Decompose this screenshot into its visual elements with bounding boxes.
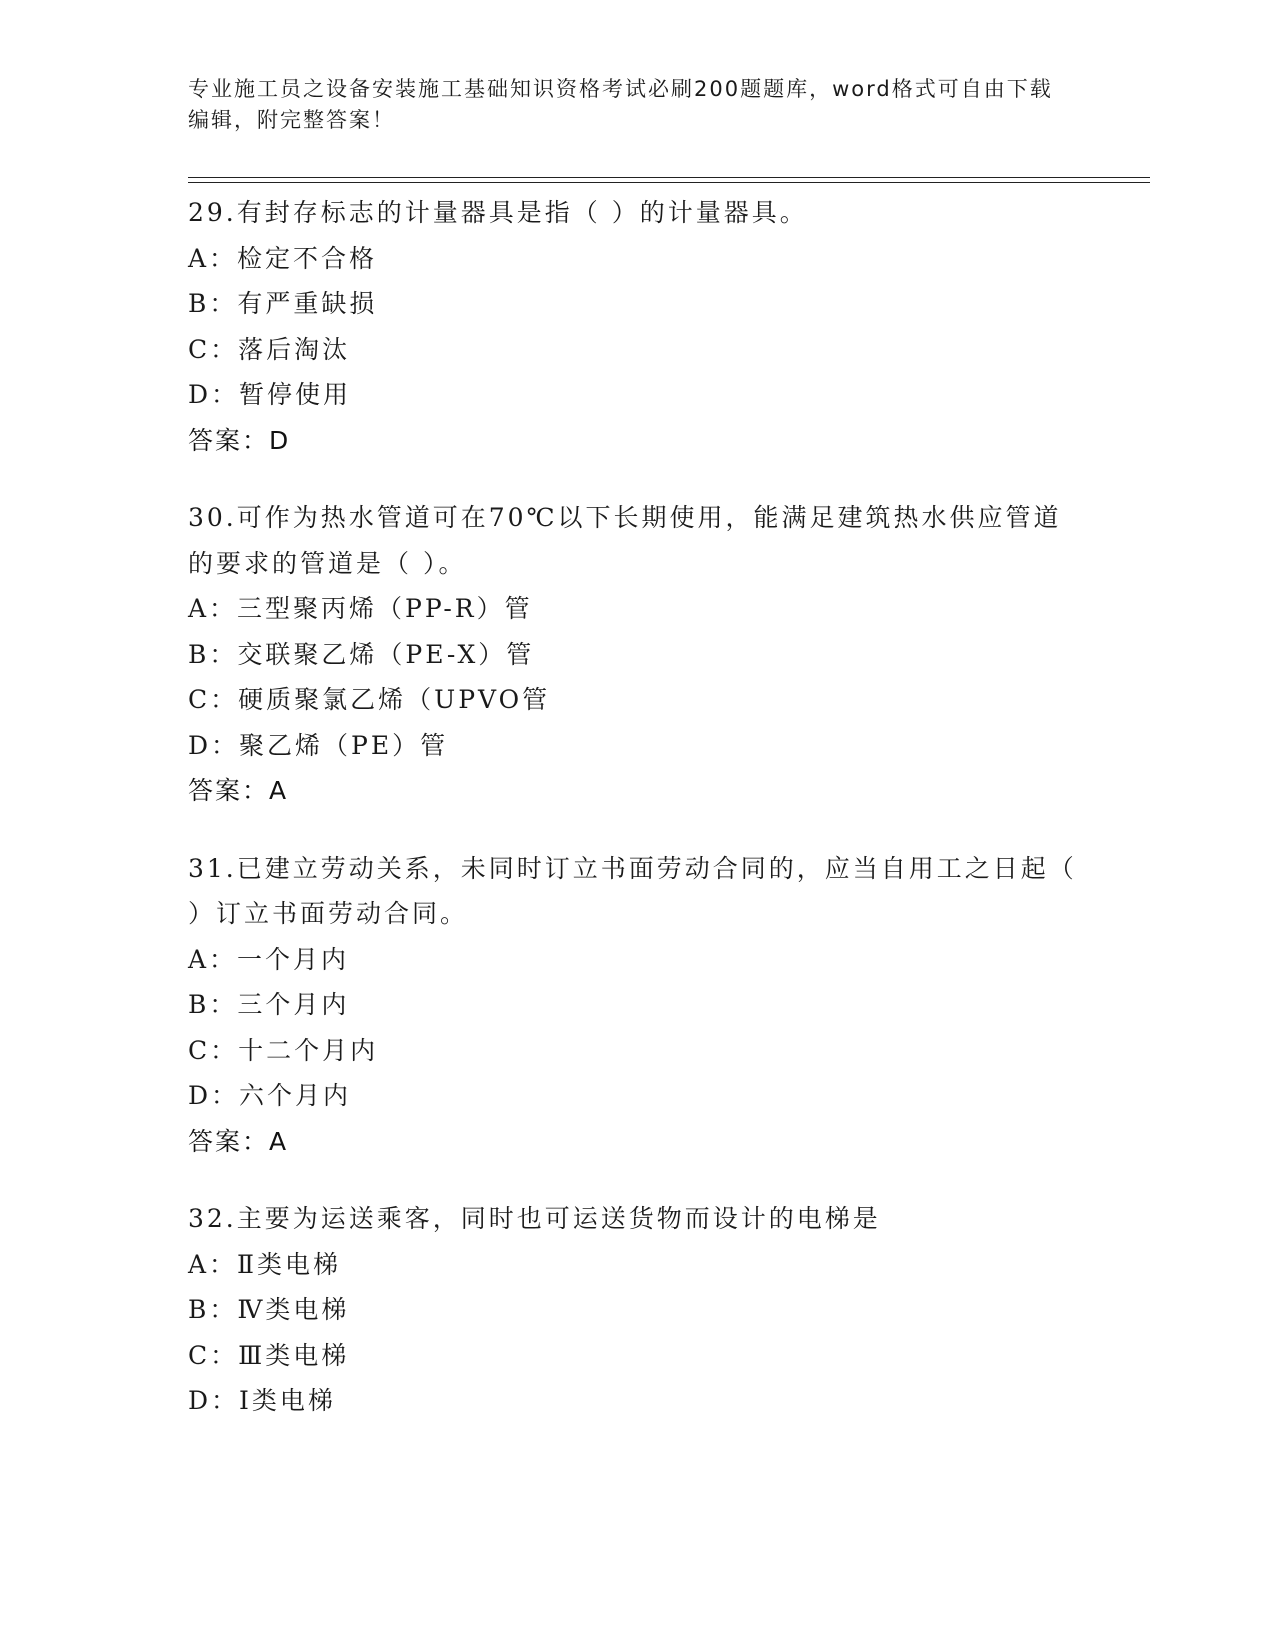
answer-line: 答案：D [188,425,291,455]
question-list [188,190,1088,1456]
question-29 [188,190,1088,463]
option-c: C：Ⅲ类电梯 [188,1340,350,1370]
option-c: C：落后淘汰 [188,334,351,364]
option-a: A：检定不合格 [188,243,378,273]
question-stem: 32.主要为运送乘客，同时也可运送货物而设计的电梯是 [188,1204,881,1233]
question-stem: 29.有封存标志的计量器具是指（ ）的计量器具。 [188,198,808,227]
option-a: A：Ⅱ类电梯 [188,1249,342,1279]
question-31 [188,846,1088,1165]
answer-line: 答案：A [188,1126,289,1156]
question-stem: 30.可作为热水管道可在70℃以下长期使用，能满足建筑热水供应管道的要求的管道是（ ）。 [188,503,1062,578]
document-header: 专业施工员之设备安装施工基础知识资格考试必刷200题题库，word格式可自由下载编辑，附完整答案！ [188,77,1053,132]
option-b: B：三个月内 [188,990,350,1019]
question-32 [188,1196,1088,1424]
option-b: B：交联聚乙烯（PE-X）管 [188,639,535,669]
option-d: D：Ⅰ类电梯 [188,1386,336,1415]
option-b: B：有严重缺损 [188,289,378,318]
option-d: D：暂停使用 [188,380,352,409]
option-c: C：硬质聚氯乙烯（UPVO管 [188,685,551,714]
option-a: A：一个月内 [188,944,350,974]
question-stem: 31.已建立劳动关系，未同时订立书面劳动合同的，应当自用工之日起（ ）订立书面劳动合同。 [188,853,1088,928]
header-divider-top [188,177,1150,178]
question-30 [188,495,1088,814]
option-d: D：聚乙烯（PE）管 [188,730,449,760]
option-b: B：Ⅳ类电梯 [188,1295,350,1324]
option-a: A：三型聚丙烯（PP-R）管 [188,594,533,623]
answer-line: 答案：A [188,776,289,805]
option-d: D：六个月内 [188,1081,352,1110]
header-divider-bottom [188,182,1150,183]
option-c: C：十二个月内 [188,1035,379,1065]
